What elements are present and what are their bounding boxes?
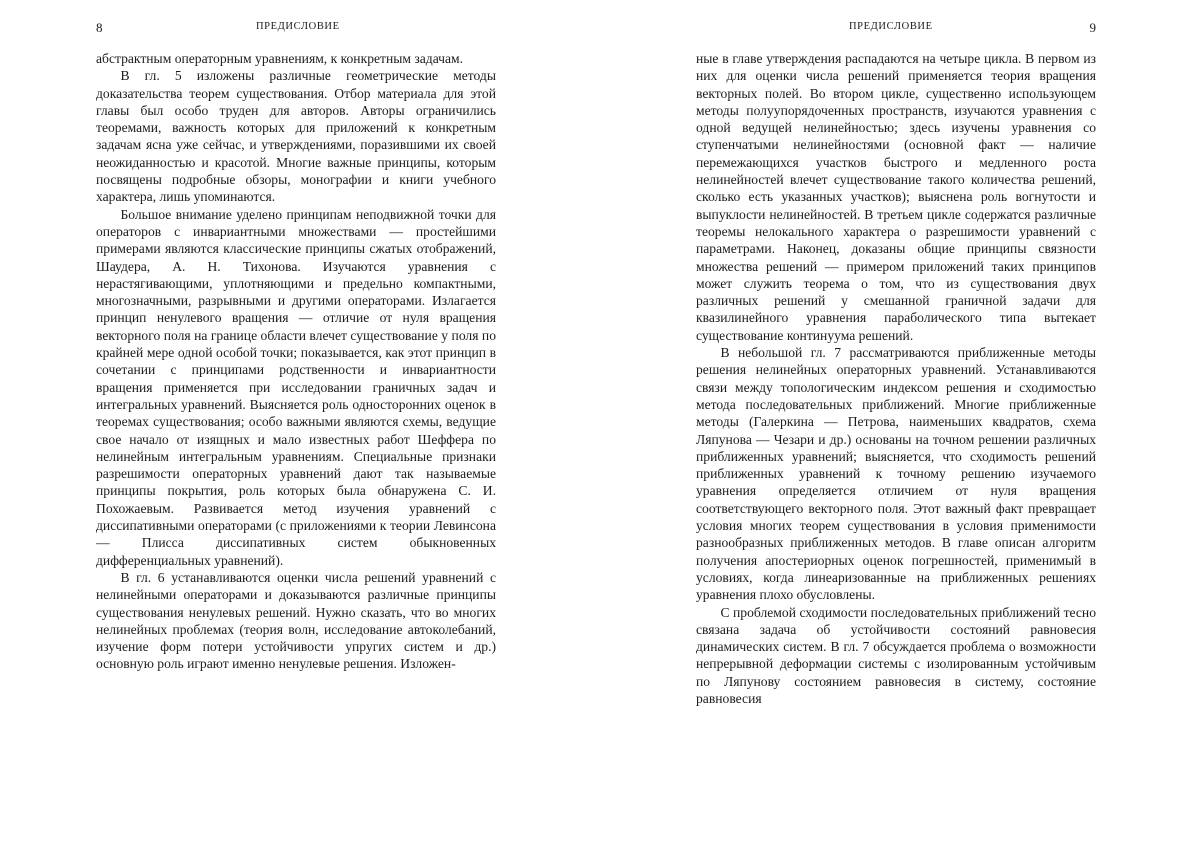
right-page bbox=[600, 0, 1200, 848]
left-page-header bbox=[96, 20, 496, 38]
paragraph: Большое внимание уделено принципам неподвижной точки для операторов с инвариантными множествами — простейшими примерами являются классические принципы сжатых отображений, Шаудера, А. Н. Тихонова. Изучаются уравнения с нерастягивающими, уплотняющими и предельно компактными, многозначными, разрывными и другими операторами. Излагается принцип ненулевого вращения — отличие от нуля вращения векторного поля на границе области влечет существование у поля по крайней мере одной особой точки; показывается, как этот принцип в сочетании с принципами родственности и инвариантности вращения применяется при исследовании граничных задач и интегральных уравнений. Выясняется роль односторонних оценок в теоремах существования; особо важными являются схемы, ведущие свое начало от изящных и мало известных работ Шеффера по нелинейным интегральным уравнениям. Специальные признаки разрешимости операторных уравнений дают так называемые принципы покрытия, роль которых была обнаружена С. И. Похожаевым. Развивается метод изучения уравнений с диссипативными операторами (с приложениями к теории Левинсона — Плисса диссипативных систем обыкновенных дифференциальных уравнений). bbox=[96, 206, 496, 568]
paragraph: абстрактным операторным уравнениям, к конкретным задачам. bbox=[96, 51, 464, 66]
paragraph: С проблемой сходимости последовательных приближений тесно связана задача об устойчивости состояний равновесия динамических систем. В гл. 7 обсуждается проблема о возможности непрерывной деформации системы с изолированным устойчивым по Ляпунову состоянием равновесия в систему, состояние равновесия bbox=[696, 604, 1096, 706]
paragraph: В гл. 6 устанавливаются оценки числа решений уравнений с нелинейными операторами и доказываются различные принципы существования ненулевых решений. Нужно сказать, что во многих нелинейных проблемах (теория волн, исследование автоколебаний, изучение форм потери устойчивости упругих систем и др.) основную роль играют именно ненулевые решения. Изложен- bbox=[96, 569, 496, 672]
left-page-body bbox=[96, 50, 496, 673]
paragraph: В небольшой гл. 7 рассматриваются приближенные методы решения нелинейных операторных уравнений. Устанавливаются связи между топологическим индексом решения и сходимостью метода последовательных приближений. Многие приближенные методы (Галеркина — Петрова, наименьших квадратов, схема Ляпунова — Чезари и др.) основаны на точном решении различных приближенных уравнений; выясняется, что сходимость решений приближенных уравнений к точному решению изучаемого уравнения определяется отличием от нуля вращения соответствующего векторного поля. Этот важный факт превращает условия многих теорем существования в условия применимости разнообразных приближенных методов. В главе описан алгоритм получения апостериорных оценок погрешностей, применимый в условиях, когда линеаризованные на приближенных решениях уравнения плохо обусловлены. bbox=[696, 345, 1096, 603]
right-page-header bbox=[696, 20, 1096, 38]
right-page-number: 9 bbox=[1089, 20, 1096, 35]
right-running-head: ПРЕДИСЛОВИЕ bbox=[849, 21, 933, 32]
paragraph: ные в главе утверждения распадаются на четыре цикла. В первом из них для оценки числа решений применяется теория вращения векторных полей. Во втором цикле, существенно использующем методы полуупорядоченных пространств, изучаются уравнения с одной ведущей нелинейностью; здесь изучены уравнения со ступенчатыми нелинейностями (основной факт — наличие перемежающихся участков быстрого и медленного роста нелинейностей влечет существование такого количества решений, сколько есть указанных участков); выяснена роль вогнутости и выпуклости нелинейностей. В третьем цикле содержатся различные теоремы нелокального характера о разрешимости уравнений с параметрами. Наконец, доказаны общие принципы связности множества решений — примером приложений таких принципов может служить теорема о том, что из существования двух различных решений у смешанной граничной задачи для квазилинейного уравнения параболического типа вытекает существование континуума решений. bbox=[696, 51, 1096, 343]
paragraph: В гл. 5 изложены различные геометрические методы доказательства теорем существования. Отбор материала для этой главы был особо труден для авторов. Авторы ограничились теоремами, важность которых для приложений к конкретным задачам ясна уже сейчас, и утверждениями, поразившими их своей неожиданностью и красотой. Многие важные принципы, которым посвящены подробные обзоры, монографии и книги учебного характера, лишь упоминаются. bbox=[96, 68, 496, 205]
left-page-number: 8 bbox=[96, 20, 103, 35]
right-page-body bbox=[696, 50, 1096, 707]
left-running-head: ПРЕДИСЛОВИЕ bbox=[256, 21, 340, 32]
